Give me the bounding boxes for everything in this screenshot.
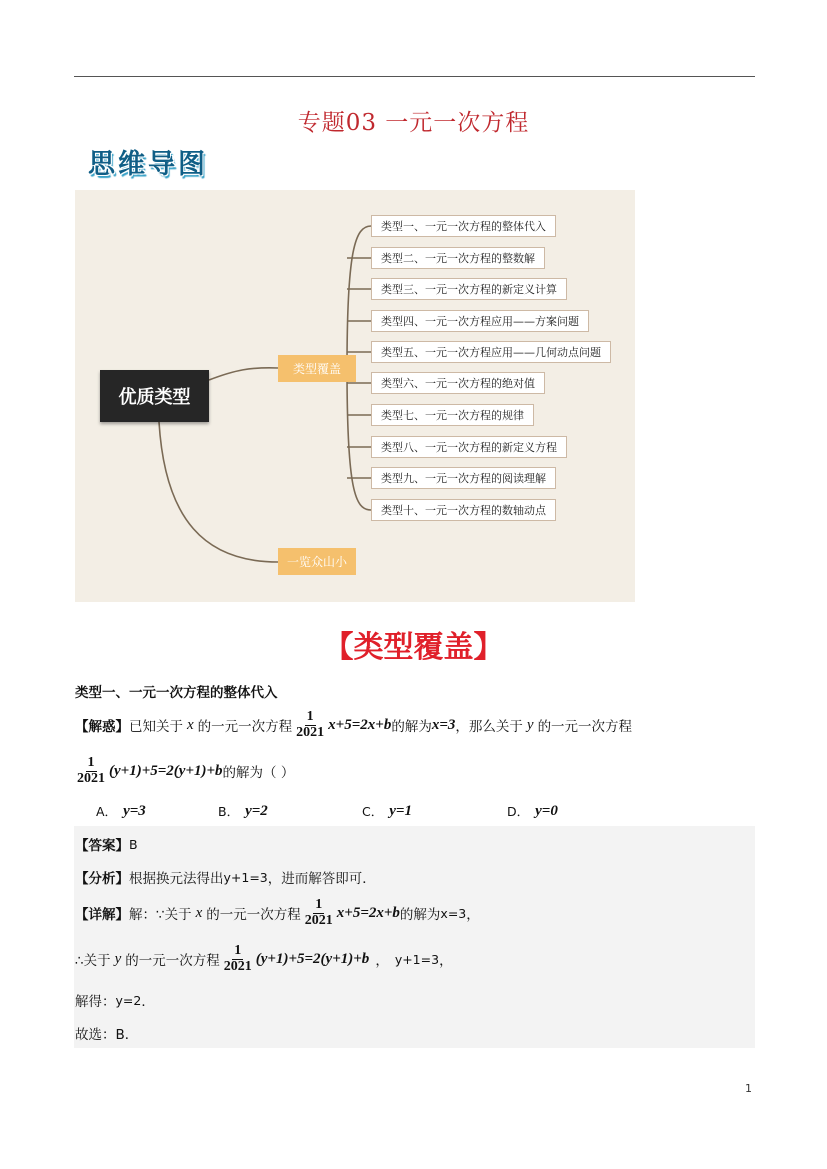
solve-line: 解得： y=2 ．	[75, 992, 155, 1010]
coverage-title: 【类型覆盖】	[323, 630, 504, 665]
option-a[interactable]: A． y=3	[96, 802, 146, 819]
equation: x+5=2x+b	[328, 716, 392, 733]
option-c[interactable]: C． y=1	[362, 802, 412, 819]
answer-box	[74, 826, 755, 1048]
fraction: $\frac{1}{2021}$	[296, 709, 325, 740]
mindmap-leaf: 类型六、一元一次方程的绝对值	[371, 372, 545, 394]
connector-branch-top	[347, 226, 371, 368]
equation: (y+1)+5=2(y+1)+b	[109, 762, 223, 779]
page-number: 1	[745, 1082, 752, 1095]
fraction: $\frac{1}{2021}$	[77, 755, 105, 786]
mindmap-leaf: 类型四、一元一次方程应用——方案问题	[371, 310, 589, 332]
solution: x=3	[431, 716, 456, 733]
therefore-line: ∴关于 y 的一元一次方程 $\frac{1}{2021}$ (y+1)+5=2(y+1)+b ， y+1=3 ，	[75, 943, 453, 974]
section-heading: 类型一、一元一次方程的整体代入	[75, 685, 278, 701]
choose-line: 故选： B．	[75, 1027, 139, 1043]
document-title: 专题03 一元一次方程	[297, 110, 530, 136]
mindmap-leaf: 类型七、一元一次方程的规律	[371, 404, 534, 426]
mindmap-root: 优质类型	[100, 370, 209, 422]
header-rule	[74, 76, 755, 77]
mindmap-leaf: 类型九、一元一次方程的阅读理解	[371, 467, 556, 489]
connector-root-to-summit	[159, 422, 278, 562]
analysis-line: 【分析】 根据换元法得出 y+1=3 ，进而解答即可．	[75, 869, 376, 887]
mindmap-leaf: 类型五、一元一次方程应用——几何动点问题	[371, 341, 611, 363]
question-line-1: 【解惑】 已知关于 x 的一元一次方程 $\frac{1}{2021}$ x+5=2x+b 的解为 x=3 ，那么关于 y 的一元一次方程	[75, 709, 633, 740]
question-line-2: $\frac{1}{2021}$ (y+1)+5=2(y+1)+b 的解为（ ）	[77, 755, 295, 786]
question-label: 【解惑】	[75, 719, 129, 736]
mindmap-branch-summit: 一览众山小	[278, 548, 356, 575]
mindmap-leaf: 类型八、一元一次方程的新定义方程	[371, 436, 567, 458]
connector-root-to-coverage	[209, 368, 278, 380]
option-d[interactable]: D． y=0	[507, 802, 558, 819]
connector-branch-bottom	[347, 368, 371, 510]
detail-line: 【详解】 解：∵关于 x 的一元一次方程 $\frac{1}{2021}$ x+5=2x+b 的解为 x=3 ，	[75, 897, 480, 928]
mindmap-leaf: 类型十、一元一次方程的数轴动点	[371, 499, 556, 521]
mindmap-heading: 思维导图	[88, 149, 208, 180]
variable-x: x	[187, 716, 194, 733]
option-b[interactable]: B． y=2	[218, 802, 268, 819]
mindmap-leaf: 类型二、一元一次方程的整数解	[371, 247, 545, 269]
fraction: $\frac{1}{2021}$	[223, 943, 252, 974]
mindmap-branch-coverage: 类型覆盖	[278, 355, 356, 382]
mindmap	[75, 190, 635, 602]
answer-line: 【答案】 B	[75, 836, 138, 854]
mindmap-leaf: 类型一、一元一次方程的整体代入	[371, 215, 556, 237]
variable-y: y	[526, 716, 534, 733]
mindmap-leaf: 类型三、一元一次方程的新定义计算	[371, 278, 567, 300]
answer-value: B	[129, 836, 138, 852]
fraction: $\frac{1}{2021}$	[304, 897, 333, 928]
